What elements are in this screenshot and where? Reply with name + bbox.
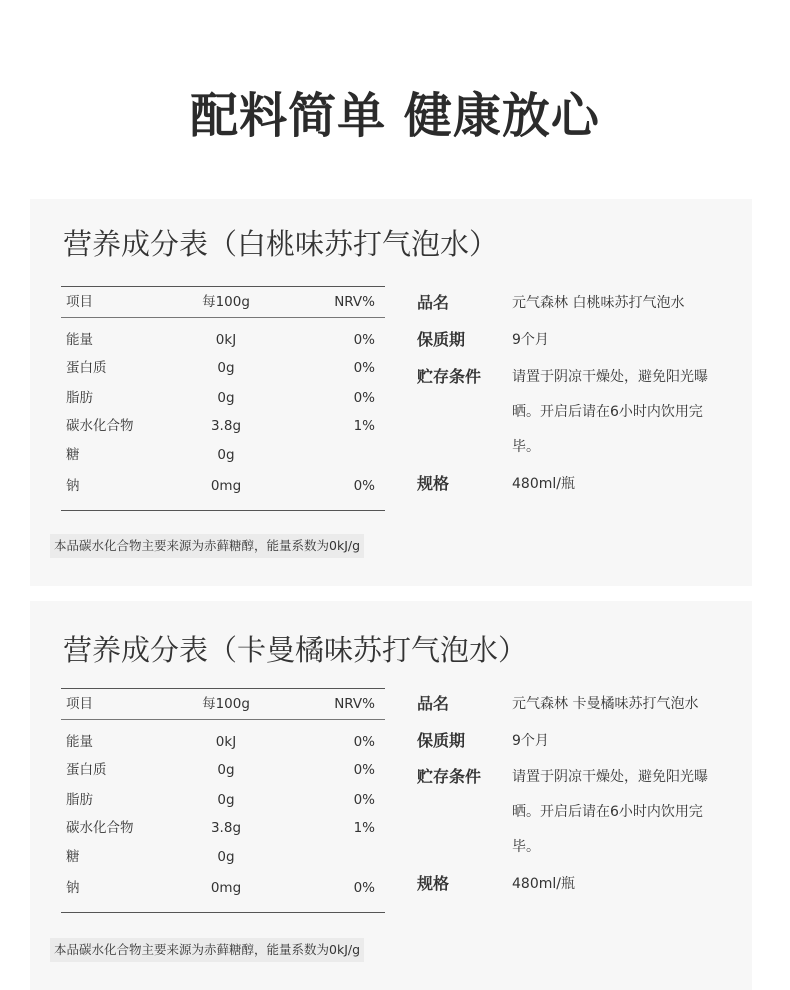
row-name: 钠 xyxy=(66,478,80,494)
row-name: 蛋白质 xyxy=(66,762,107,778)
info-label-storage: 贮存条件 xyxy=(417,767,482,786)
row-amount: 0g xyxy=(217,792,235,808)
footnote: 本品碳水化合物主要来源为赤藓糖醇，能量系数为0kJ/g xyxy=(50,938,364,962)
row-name: 糖 xyxy=(66,447,80,463)
row-amount: 0kJ xyxy=(215,734,237,750)
row-nrv: 0% xyxy=(353,390,375,406)
row-amount: 0kJ xyxy=(215,332,237,348)
info-value-shelf-life: 9个月 xyxy=(512,332,549,348)
info-label-shelf-life: 保质期 xyxy=(417,330,466,349)
info-label-name: 品名 xyxy=(417,694,450,713)
info-value-name: 元气森林 白桃味苏打气泡水 xyxy=(512,295,685,311)
row-nrv: 0% xyxy=(353,734,375,750)
row-nrv: 1% xyxy=(353,820,375,836)
row-nrv: 0% xyxy=(353,478,375,494)
nutrition-table xyxy=(61,286,385,511)
nutrition-card-peach xyxy=(30,199,752,586)
info-value-storage: 请置于阴凉干燥处，避免阳光曝晒。开启后请在6小时内饮用完毕。 xyxy=(512,769,708,855)
row-amount: 0g xyxy=(217,849,235,865)
row-name: 蛋白质 xyxy=(66,360,107,376)
header-item: 项目 xyxy=(66,294,93,310)
row-name: 脂肪 xyxy=(66,792,93,808)
header-per-100g: 每100g xyxy=(202,696,250,712)
info-label-spec: 规格 xyxy=(417,874,450,893)
row-amount: 0g xyxy=(217,762,235,778)
row-nrv: 0% xyxy=(353,880,375,896)
card-title: 营养成分表（白桃味苏打气泡水） xyxy=(63,227,499,261)
row-amount: 0g xyxy=(217,360,235,376)
footnote: 本品碳水化合物主要来源为赤藓糖醇，能量系数为0kJ/g xyxy=(50,534,364,558)
row-nrv: 1% xyxy=(353,418,375,434)
row-nrv: 0% xyxy=(353,792,375,808)
header-per-100g: 每100g xyxy=(202,294,250,310)
info-value-shelf-life: 9个月 xyxy=(512,733,549,749)
row-name: 钠 xyxy=(66,880,80,896)
page-title: 配料简单 健康放心 xyxy=(190,88,600,144)
info-label-spec: 规格 xyxy=(417,474,450,493)
row-amount: 3.8g xyxy=(210,820,242,836)
nutrition-table xyxy=(61,688,385,913)
info-label-shelf-life: 保质期 xyxy=(417,731,466,750)
info-label-name: 品名 xyxy=(417,293,450,312)
nutrition-card-calamansi xyxy=(30,601,752,990)
row-amount: 3.8g xyxy=(210,418,242,434)
row-name: 碳水化合物 xyxy=(66,820,134,836)
row-nrv: 0% xyxy=(353,332,375,348)
row-nrv: 0% xyxy=(353,360,375,376)
row-amount: 0mg xyxy=(210,880,242,896)
header-item: 项目 xyxy=(66,696,93,712)
row-amount: 0mg xyxy=(210,478,242,494)
info-value-spec: 480ml/瓶 xyxy=(512,476,575,492)
row-name: 糖 xyxy=(66,849,80,865)
info-label-storage: 贮存条件 xyxy=(417,367,482,386)
header-nrv: NRV% xyxy=(334,294,375,310)
row-amount: 0g xyxy=(217,390,235,406)
card-title: 营养成分表（卡曼橘味苏打气泡水） xyxy=(63,633,528,667)
table-header xyxy=(61,689,385,720)
info-value-storage: 请置于阴凉干燥处，避免阳光曝晒。开启后请在6小时内饮用完毕。 xyxy=(512,369,708,455)
row-name: 碳水化合物 xyxy=(66,418,134,434)
row-name: 能量 xyxy=(66,734,93,750)
row-amount: 0g xyxy=(217,447,235,463)
table-header xyxy=(61,287,385,318)
header-nrv: NRV% xyxy=(334,696,375,712)
info-value-spec: 480ml/瓶 xyxy=(512,876,575,892)
info-value-name: 元气森林 卡曼橘味苏打气泡水 xyxy=(512,696,699,712)
row-name: 能量 xyxy=(66,332,93,348)
row-nrv: 0% xyxy=(353,762,375,778)
row-name: 脂肪 xyxy=(66,390,93,406)
